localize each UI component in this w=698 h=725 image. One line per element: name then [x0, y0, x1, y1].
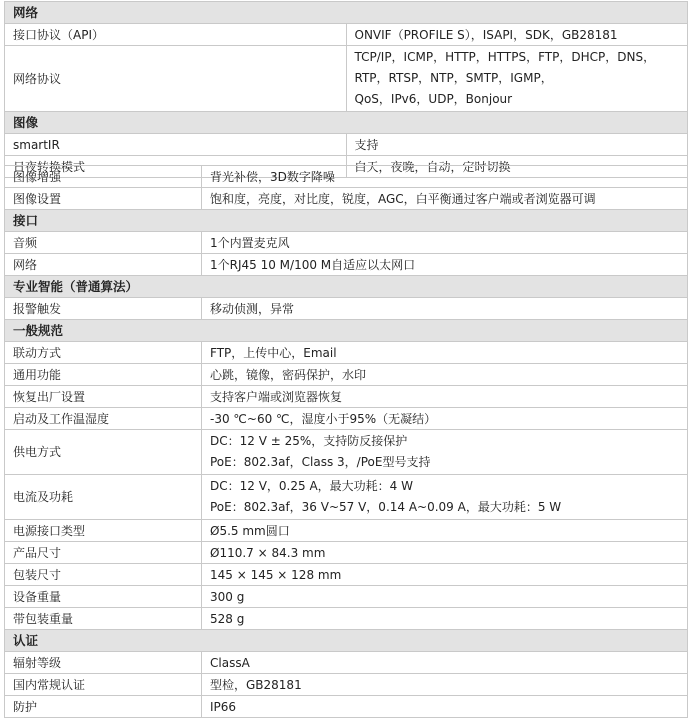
spec-row — [5, 564, 688, 586]
spec-key: 恢复出厂设置 — [5, 386, 202, 408]
section-title: 接口 — [5, 210, 688, 232]
spec-row — [5, 386, 688, 408]
spec-value — [346, 134, 688, 156]
spec-value-line: ONVIF（PROFILE S），ISAPI，SDK，GB28181 — [354, 27, 618, 42]
spec-value-line: 支持客户端或浏览器恢复 — [210, 389, 343, 404]
spec-row — [5, 408, 688, 430]
spec-value-line: QoS，IPv6，UDP，Bonjour — [354, 92, 513, 106]
spec-value-line: -30 ℃~60 ℃，湿度小于95%（无凝结） — [210, 411, 437, 426]
spec-row — [5, 134, 688, 156]
spec-value-line: 1个RJ45 10 M/100 M自适应以太网口 — [210, 257, 416, 272]
spec-key: 音频 — [5, 232, 202, 254]
spec-key: 电源接口类型 — [5, 520, 202, 542]
spec-value-line: 心跳，镜像，密码保护，水印 — [210, 367, 367, 382]
spec-row — [5, 652, 688, 674]
spec-value — [202, 188, 688, 210]
spec-value-line: Ø5.5 mm圆口 — [210, 523, 290, 538]
spec-key: 报警触发 — [5, 298, 202, 320]
spec-row — [5, 46, 688, 112]
spec-value-line: 饱和度，亮度，对比度，锐度，AGC，白平衡通过客户端或者浏览器可调 — [210, 191, 596, 206]
spec-key: 包装尺寸 — [5, 564, 202, 586]
section-header-row — [5, 276, 688, 298]
spec-value-line: PoE：802.3af，36 V~57 V，0.14 A~0.09 A，最大功耗：5 W — [210, 500, 562, 514]
spec-value — [202, 364, 688, 386]
spec-row — [5, 298, 688, 320]
spec-value-line: Ø110.7 × 84.3 mm — [210, 545, 326, 560]
section-header-row — [5, 210, 688, 232]
spec-row — [5, 188, 688, 210]
spec-key: 网络协议 — [5, 46, 347, 112]
spec-value — [202, 298, 688, 320]
spec-row — [5, 608, 688, 630]
spec-key: smartIR — [5, 134, 347, 156]
spec-value — [202, 430, 688, 475]
spec-value — [202, 542, 688, 564]
spec-value — [202, 166, 688, 188]
spec-key: 防护 — [5, 696, 202, 718]
spec-key: 网络 — [5, 254, 202, 276]
spec-row — [5, 166, 688, 188]
spec-key: 国内常规认证 — [5, 674, 202, 696]
section-header-row — [5, 320, 688, 342]
spec-value — [202, 586, 688, 608]
spec-value-line: ClassA — [210, 655, 250, 670]
spec-value — [202, 696, 688, 718]
spec-table-part-2 — [4, 165, 688, 718]
spec-value — [202, 386, 688, 408]
section-header-row — [5, 2, 688, 24]
spec-key: 供电方式 — [5, 430, 202, 475]
spec-table — [4, 165, 688, 718]
section-title: 图像 — [5, 112, 688, 134]
spec-key: 图像增强 — [5, 166, 202, 188]
spec-value-line: DC：12 V，0.25 A，最大功耗：4 W — [210, 479, 413, 493]
spec-value — [202, 674, 688, 696]
spec-key: 电流及功耗 — [5, 475, 202, 520]
section-header-row — [5, 112, 688, 134]
spec-row — [5, 475, 688, 520]
spec-row — [5, 364, 688, 386]
spec-row — [5, 542, 688, 564]
spec-value — [346, 46, 688, 112]
spec-key: 日夜转换模式 — [5, 156, 347, 178]
spec-value-line: 背光补偿，3D数字降噪 — [210, 169, 335, 184]
spec-key: 启动及工作温湿度 — [5, 408, 202, 430]
spec-row — [5, 430, 688, 475]
spec-key: 带包装重量 — [5, 608, 202, 630]
spec-key: 辐射等级 — [5, 652, 202, 674]
spec-value-line: DC：12 V ± 25%，支持防反接保护 — [210, 434, 408, 448]
spec-value-line: 白天，夜晚，自动，定时切换 — [354, 159, 511, 174]
section-title: 专业智能（普通算法） — [5, 276, 688, 298]
spec-row — [5, 342, 688, 364]
spec-value — [202, 342, 688, 364]
spec-value — [202, 652, 688, 674]
spec-value — [202, 232, 688, 254]
section-header-row — [5, 630, 688, 652]
spec-row — [5, 254, 688, 276]
spec-row — [5, 696, 688, 718]
spec-row — [5, 232, 688, 254]
spec-value — [202, 475, 688, 520]
spec-row — [5, 586, 688, 608]
spec-value-line: 型检，GB28181 — [210, 677, 302, 692]
spec-table — [4, 1, 688, 178]
spec-value — [202, 608, 688, 630]
spec-value-line: TCP/IP，ICMP，HTTP，HTTPS，FTP，DHCP，DNS，RTP，RTSP，NTP，SMTP，IGMP， — [354, 50, 656, 85]
spec-value-line: 支持 — [354, 137, 379, 152]
spec-value — [202, 408, 688, 430]
spec-value-line: PoE：802.3af，Class 3，/PoE型号支持 — [210, 455, 431, 469]
spec-value-line: 528 g — [210, 611, 245, 626]
spec-value — [202, 564, 688, 586]
spec-value-line: FTP，上传中心，Email — [210, 345, 337, 360]
spec-key: 设备重量 — [5, 586, 202, 608]
spec-row — [5, 520, 688, 542]
section-title: 认证 — [5, 630, 688, 652]
section-title: 一般规范 — [5, 320, 688, 342]
spec-value — [202, 254, 688, 276]
spec-key: 联动方式 — [5, 342, 202, 364]
spec-value-line: 145 × 145 × 128 mm — [210, 567, 342, 582]
spec-value-line: 移动侦测，异常 — [210, 301, 295, 316]
spec-value-line: IP66 — [210, 699, 237, 714]
spec-key: 接口协议（API） — [5, 24, 347, 46]
spec-row — [5, 24, 688, 46]
spec-row — [5, 674, 688, 696]
spec-value — [346, 24, 688, 46]
spec-value-line: 1个内置麦克风 — [210, 235, 290, 250]
spec-key: 图像设置 — [5, 188, 202, 210]
section-title: 网络 — [5, 2, 688, 24]
spec-table-part-1 — [4, 1, 688, 178]
spec-value-line: 300 g — [210, 589, 245, 604]
spec-value — [202, 520, 688, 542]
spec-key: 通用功能 — [5, 364, 202, 386]
spec-key: 产品尺寸 — [5, 542, 202, 564]
